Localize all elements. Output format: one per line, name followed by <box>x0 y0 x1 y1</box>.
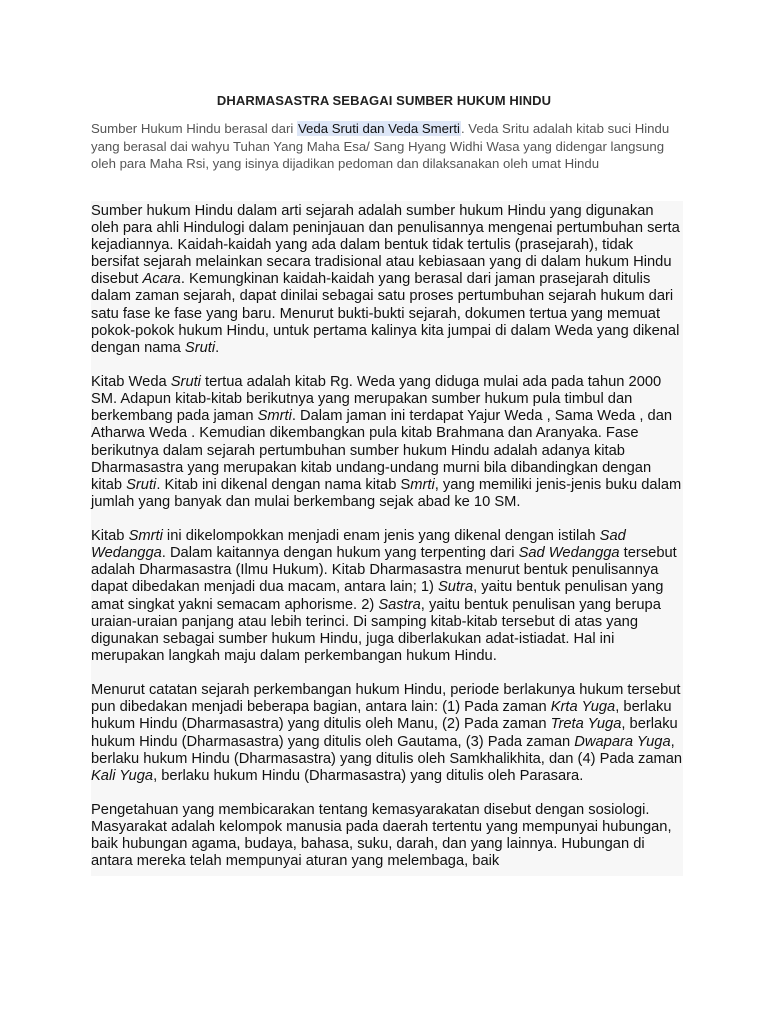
paragraph-text: . <box>215 339 220 356</box>
italic-term: Treta Yuga <box>550 716 622 733</box>
italic-term: Kali Yuga <box>91 767 154 784</box>
italic-term: Sruti <box>184 339 216 356</box>
italic-term: Sastra <box>378 596 421 613</box>
paragraph-text: tersebut adalah Dharmasastra (Ilmu Hukum). Kitab Dharmasastra menurut bentuk penulisannya dapat dibedakan menjadi dua macam, antara lain; 1) <box>91 545 677 596</box>
document-title: DHARMASASTRA SEBAGAI SUMBER HUKUM HINDU <box>216 93 552 108</box>
paragraph-text: , yaitu bentuk penulisan yang berupa uraian-uraian panjang atau lebih terinci. Di samping kitab-kitab tersebut di atas yang digunakan sebagai sumber hukum Hindu, juga diberlakukan adat-istiadat. Hal ini merupakan langkah maju dalam perkembangan hukum Hindu. <box>91 596 661 664</box>
italic-term: Krta Yuga <box>550 699 616 716</box>
intro-paragraph <box>91 120 691 173</box>
paragraph-text: , yaitu bentuk penulisan yang amat singkat yakni semacam aphorisme. 2) <box>91 579 664 613</box>
italic-term: Acara <box>142 271 181 288</box>
body-paragraph <box>91 802 683 870</box>
paragraph-text: . Dalam kaitannya dengan hukum yang terpenting dari <box>161 545 519 562</box>
paragraph-text: , yang memiliki jenis-jenis buku dalam jumlah yang banyak dan mulai berkembang sejak abad ke 10 SM. <box>91 476 682 510</box>
body-paragraph <box>91 374 683 511</box>
italic-term: Sruti <box>126 476 157 493</box>
italic-term: Sad Wedangga <box>518 545 620 562</box>
paragraph-text: Kitab Weda <box>91 374 171 391</box>
body-paragraph <box>91 203 683 357</box>
paragraph-text: , berlaku hukum Hindu (Dharmasastra) yang ditulis oleh Parasara. <box>153 767 584 784</box>
paragraph-text: Menurut catatan sejarah perkembangan hukum Hindu, periode berlakunya hukum tersebut pun dibedakan menjadi beberapa bagian, antara lain: (1) Pada zaman <box>91 682 681 716</box>
paragraph-text: , berlaku hukum Hindu (Dharmasastra) yang ditulis oleh Samkhalikhita, dan (4) Pada zaman <box>91 733 683 767</box>
paragraph-text: . Dalam jaman ini terdapat Yajur Weda , Sama Weda , dan Atharwa Weda . Kemudian dikembangkan pula kitab Brahmana dan Aranyaka. Fase berikutnya dalam sejarah pertumbuhan sumber hukum Hindu adalah adanya kitab Dharmasastra yang merupakan kitab undang-undang murni bila dibandingkan dengan kitab <box>91 408 673 493</box>
intro-highlighted-text: Veda Sruti dan Veda Smerti <box>297 121 460 136</box>
paragraph-text: , berlaku hukum Hindu (Dharmasastra) yang ditulis oleh Gautama, (3) Pada zaman <box>91 716 678 750</box>
italic-term: Smrti <box>128 528 163 545</box>
italic-term: Sruti <box>170 374 201 391</box>
italic-term: Sutra <box>438 579 474 596</box>
paragraph-text: Kitab <box>91 528 129 545</box>
paragraph-text: Pengetahuan yang membicarakan tentang kemasyarakatan disebut dengan sosiologi. Masyarakat adalah kelompok manusia pada daerah tertentu yang mempunyai hubungan, baik hubungan agama, budaya, bahasa, suku, darah, dan yang lainnya. Hubungan di antara mereka telah mempunyai aturan yang melembaga, baik <box>91 802 672 870</box>
paragraph-text: . Kitab ini dikenal dengan nama kitab S <box>156 476 411 493</box>
body-paragraph <box>91 682 683 785</box>
intro-text-start: Sumber Hukum Hindu berasal dari <box>91 121 297 136</box>
paragraph-text: tertua adalah kitab Rg. Weda yang diduga mulai ada pada tahun 2000 SM. Adapun kitab-kitab berikutnya yang merupakan sumber hukum pula timbul dan berkembang pada jaman <box>91 374 662 425</box>
paragraph-text: , berlaku hukum Hindu (Dharmasastra) yang ditulis oleh Manu, (2) Pada zaman <box>91 699 672 733</box>
italic-term: Smrti <box>257 408 292 425</box>
body-text <box>91 201 683 876</box>
italic-term: Sad Wedangga <box>91 528 626 562</box>
intro-text-end: . Veda Sritu adalah kitab suci Hindu yang berasal dai wahyu Tuhan Yang Maha Esa/ Sang Hyang Widhi Wasa yang didengar langsung oleh para Maha Rsi, yang isinya dijadikan pedoman dan dilaksanakan oleh umat Hindu <box>91 121 670 171</box>
paragraph-text: . Kemungkinan kaidah-kaidah yang berasal dari jaman prasejarah ditulis dalam zaman sejarah, dapat dinilai sebagai satu proses pertumbuhan sejarah hukum dari satu fase ke fase yang baru. Menurut bukti-bukti sejarah, dokumen tertua yang memuat pokok-pokok hukum Hindu, untuk pertama kalinya kita jumpai di dalam Weda yang dikenal dengan nama <box>91 271 680 356</box>
paragraph-text: Sumber hukum Hindu dalam arti sejarah adalah sumber hukum Hindu yang digunakan oleh para ahli Hindulogi dalam peninjauan dan penulisannya mengenai pertumbuhan serta kejadiannya. Kaidah-kaidah yang ada dalam bentuk tidak tertulis (prasejarah), tidak bersifat sejarah melainkan secara tradisional atau kebiasaan yang di dalam hukum Hindu disebut <box>91 203 680 288</box>
italic-term: Dwapara Yuga <box>574 733 671 750</box>
italic-term: mrti <box>410 476 435 493</box>
paragraph-text: ini dikelompokkan menjadi enam jenis yang dikenal dengan istilah <box>162 528 600 545</box>
body-paragraph <box>91 528 683 665</box>
